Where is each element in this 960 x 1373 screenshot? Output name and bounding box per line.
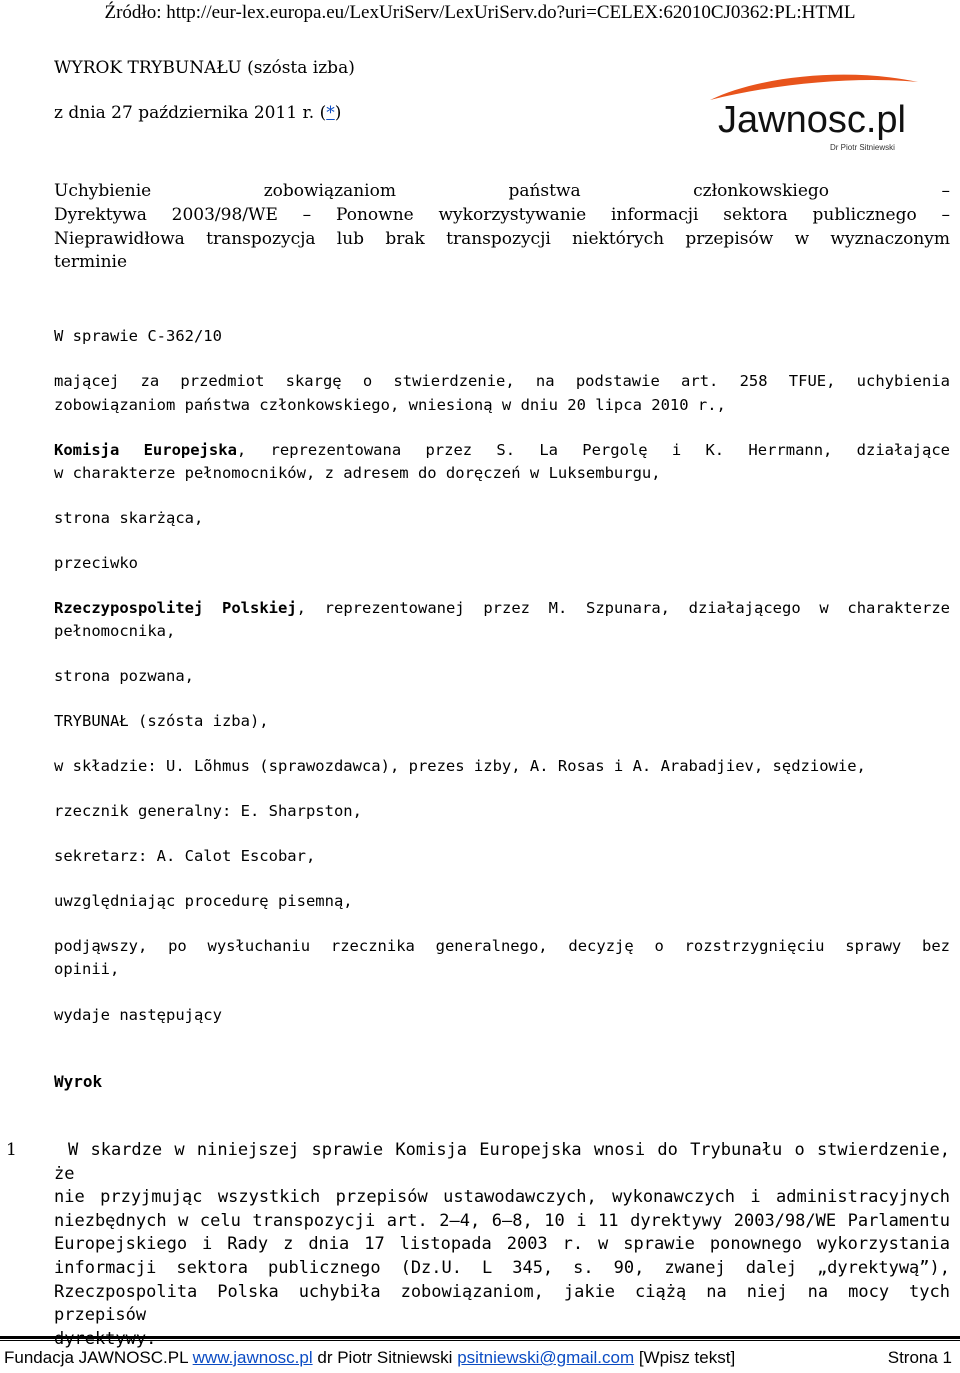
page-footer [4,1347,956,1371]
source-url-line: Źródło: http://eur-lex.europa.eu/LexUriServ/LexUriServ.do?uri=CELEX:62010CJ0362:PL:HTML [104,2,856,23]
footer-divider [0,1336,960,1339]
case-number: W sprawie C-362/10 [54,327,222,345]
footer-org: Fundacja JAWNOSC.PL [4,1348,193,1367]
applicant-line-1 [54,439,950,463]
footer-divider-thin [0,1340,960,1341]
procedure-note: uwzględniając procedurę pisemną, [54,892,353,910]
judgment-date [54,102,341,126]
issues-line: wydaje następujący [54,1006,222,1024]
footer-website-link[interactable]: www.jawnosc.pl [192,1348,313,1367]
logo-swoosh-icon [710,75,918,100]
footer-author: dr Piotr Sitniewski [312,1348,458,1367]
footer-email-link[interactable]: psitniewski@gmail.com [457,1348,635,1367]
paragraph-line: nie przyjmując wszystkich przepisów ustawodawczych, wykonawczych i administracyjnych [54,1187,950,1208]
decision-line-1: podjąwszy, po wysłuchaniu rzecznika generalnego, decyzję o rozstrzygnięciu sprawy bez [54,937,950,955]
paragraph-line: Europejskiego i Rady z dnia 17 listopada 2003 r. w sprawie ponownego wykorzystania [54,1234,950,1255]
versus-label: przeciwko [54,554,138,572]
footer-page-number: Strona 1 [887,1348,952,1367]
defendant-line-2: pełnomocnika, [54,622,176,640]
summary-line-1: Uchybienie zobowiązaniom państwa członkowskiego – [54,181,950,201]
paragraph-line: informacji sektora publicznego (Dz.U. L 345, s. 90, zwanej dalej „dyrektywą”), [54,1257,950,1278]
court-label: TRYBUNAŁ (szósta izba), [54,712,269,730]
applicant-rest: , reprezentowana przez S. La Pergolę i K. Herrmann, działające [236,441,950,459]
advocate-general: rzecznik generalny: E. Sharpston, [54,802,362,820]
case-subject-line-1: mającej za przedmiot skargę o stwierdzenie, na podstawie art. 258 TFUE, uchybienia [54,372,950,390]
applicant-line-2: w charakterze pełnomocników, z adresem do doręczeń w Luksemburgu, [54,464,661,482]
summary-line-3: Nieprawidłowa transpozycja lub brak transpozycji niektórych przepisów w wyznaczonym [54,229,950,249]
logo-text: Jawnosc.pl [718,99,906,141]
paragraph-1 [54,1139,950,1351]
summary-line-4: terminie [54,252,128,272]
summary-line-2: Dyrektywa 2003/98/WE – Ponowne wykorzystywanie informacji sektora publicznego – [54,205,950,225]
date-suffix: ) [334,103,342,123]
court-composition: w składzie: U. Lõhmus (sprawozdawca), prezes izby, A. Rosas i A. Arabadjiev, sędziowie, [54,757,866,775]
case-subject-line-2: zobowiązaniom państwa członkowskiego, wniesioną w dniu 20 lipca 2010 r., [54,396,726,414]
paragraph-line: niezbędnych w celu transpozycji art. 2–4, 6–8, 10 i 11 dyrektywy 2003/98/WE Parlamentu [54,1210,950,1231]
footnote-link[interactable]: * [326,103,335,123]
registrar: sekretarz: A. Calot Escobar, [54,847,316,865]
paragraph-number: 1 [6,1140,17,1160]
paragraph-line: W skardze w niniejszej sprawie Komisja Europejska wnosi do Trybunału o stwierdzenie, że [54,1140,950,1184]
logo-subtext: Dr Piotr Sitniewski [830,143,895,152]
judgment-heading: Wyrok [54,1072,103,1091]
date-text: z dnia 27 października 2011 r. ( [54,103,327,123]
applicant-role: strona skarżąca, [54,509,204,527]
defendant-line-1 [54,597,950,621]
judgment-title: WYROK TRYBUNAŁU (szósta izba) [54,58,355,78]
paragraph-line: Rzeczpospolita Polska uchybiła zobowiązaniom, jakie ciążą na niej na mocy tych przepisów [54,1281,950,1326]
decision-line-2: opinii, [54,960,120,978]
jawnosc-logo [704,70,924,166]
applicant-name: Komisja Europejska [54,441,237,459]
defendant-role: strona pozwana, [54,667,194,685]
defendant-rest: , reprezentowanej przez M. Szpunara, działającego w charakterze [296,599,951,617]
footer-placeholder: [Wpisz tekst] [634,1348,736,1367]
defendant-name: Rzeczypospolitej Polskiej [54,599,297,617]
